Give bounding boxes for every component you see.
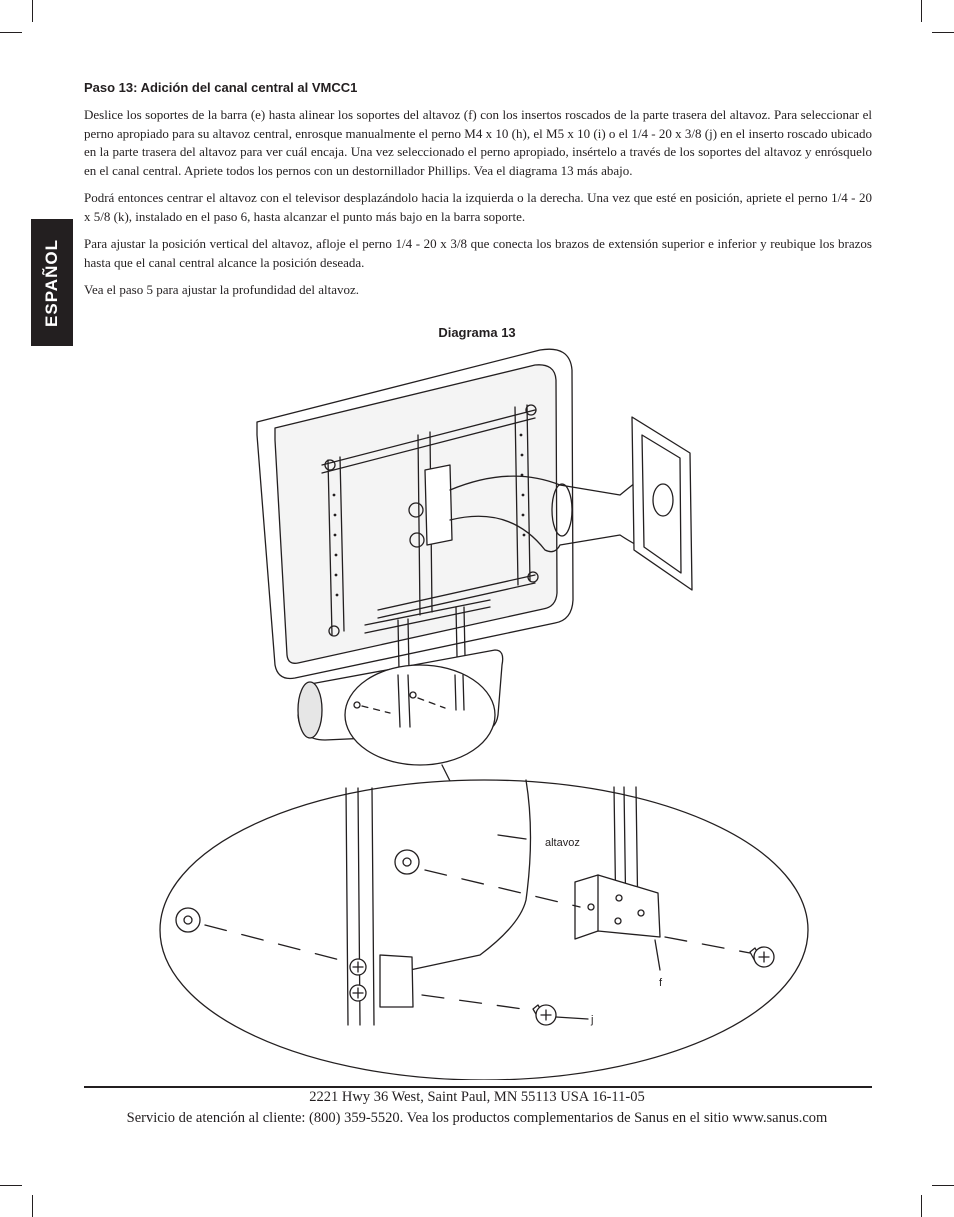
paragraph: Para ajustar la posición vertical del altavoz, afloje el perno 1/4 - 20 x 3/8 que conecta los brazos de extensión superior e inferior y reubique los brazos hasta que el canal central alcance la posición deseada. [84, 236, 872, 270]
crop-mark [32, 0, 33, 22]
crop-mark [932, 32, 954, 33]
crop-mark [932, 1185, 954, 1186]
bracket-label: f [659, 977, 663, 989]
diagram-title: Diagrama 13 [438, 325, 516, 340]
paragraph: Deslice los soportes de la barra (e) hasta alinear los soportes del altavoz (f) con los insertos roscados de la parte trasera del altavoz. Para seleccionar el perno apropiado para su altavoz central, enrosque manualmente el perno M4 x 10 (h), el M5 x 10 (i) o el 1/4 - 20 x 3/8 (j) en el inserto roscado ubicado en la parte trasera del altavoz para ver cuál encaja. Una vez seleccionado el perno apropiado, insértelo a través de los soportes del altavoz y enrósquelo en el canal central. Apriete todos los pernos con un destornillador Phillips. Vea el diagrama 13 más abajo. [84, 107, 872, 178]
paragraph: Vea el paso 5 para ajustar la profundidad del altavoz. [84, 282, 360, 297]
crop-mark [921, 1195, 922, 1217]
tv-illustration [257, 349, 692, 781]
footer-divider [84, 1086, 872, 1088]
paragraph: Podrá entonces centrar el altavoz con el televisor desplazándolo hacia la izquierda o la derecha. Una vez que esté en posición, apriete el perno 1/4 - 20 x 5/8 (k), instalado en el paso 6, hasta alcanzar el punto más bajo en la barra soporte. [84, 190, 872, 224]
speaker-label: altavoz [545, 837, 580, 849]
footer-service: Servicio de atención al cliente: (800) 359-5520. Vea los productos complementarios de Sanus en el sitio www.sanus.com [126, 1110, 828, 1126]
crop-mark [921, 0, 922, 22]
zoom-detail [160, 780, 808, 1080]
bolt-label: j [591, 1014, 594, 1026]
crop-mark [0, 1185, 22, 1186]
footer-address: 2221 Hwy 36 West, Saint Paul, MN 55113 USA 16-11-05 [309, 1089, 645, 1105]
crop-mark [32, 1195, 33, 1217]
crop-mark [0, 32, 22, 33]
step-instructions [84, 106, 872, 309]
assembly-diagram [150, 345, 870, 1080]
language-tab-label: ESPAÑOL [42, 238, 61, 327]
step-heading: Paso 13: Adición del canal central al VMCC1 [84, 80, 358, 95]
